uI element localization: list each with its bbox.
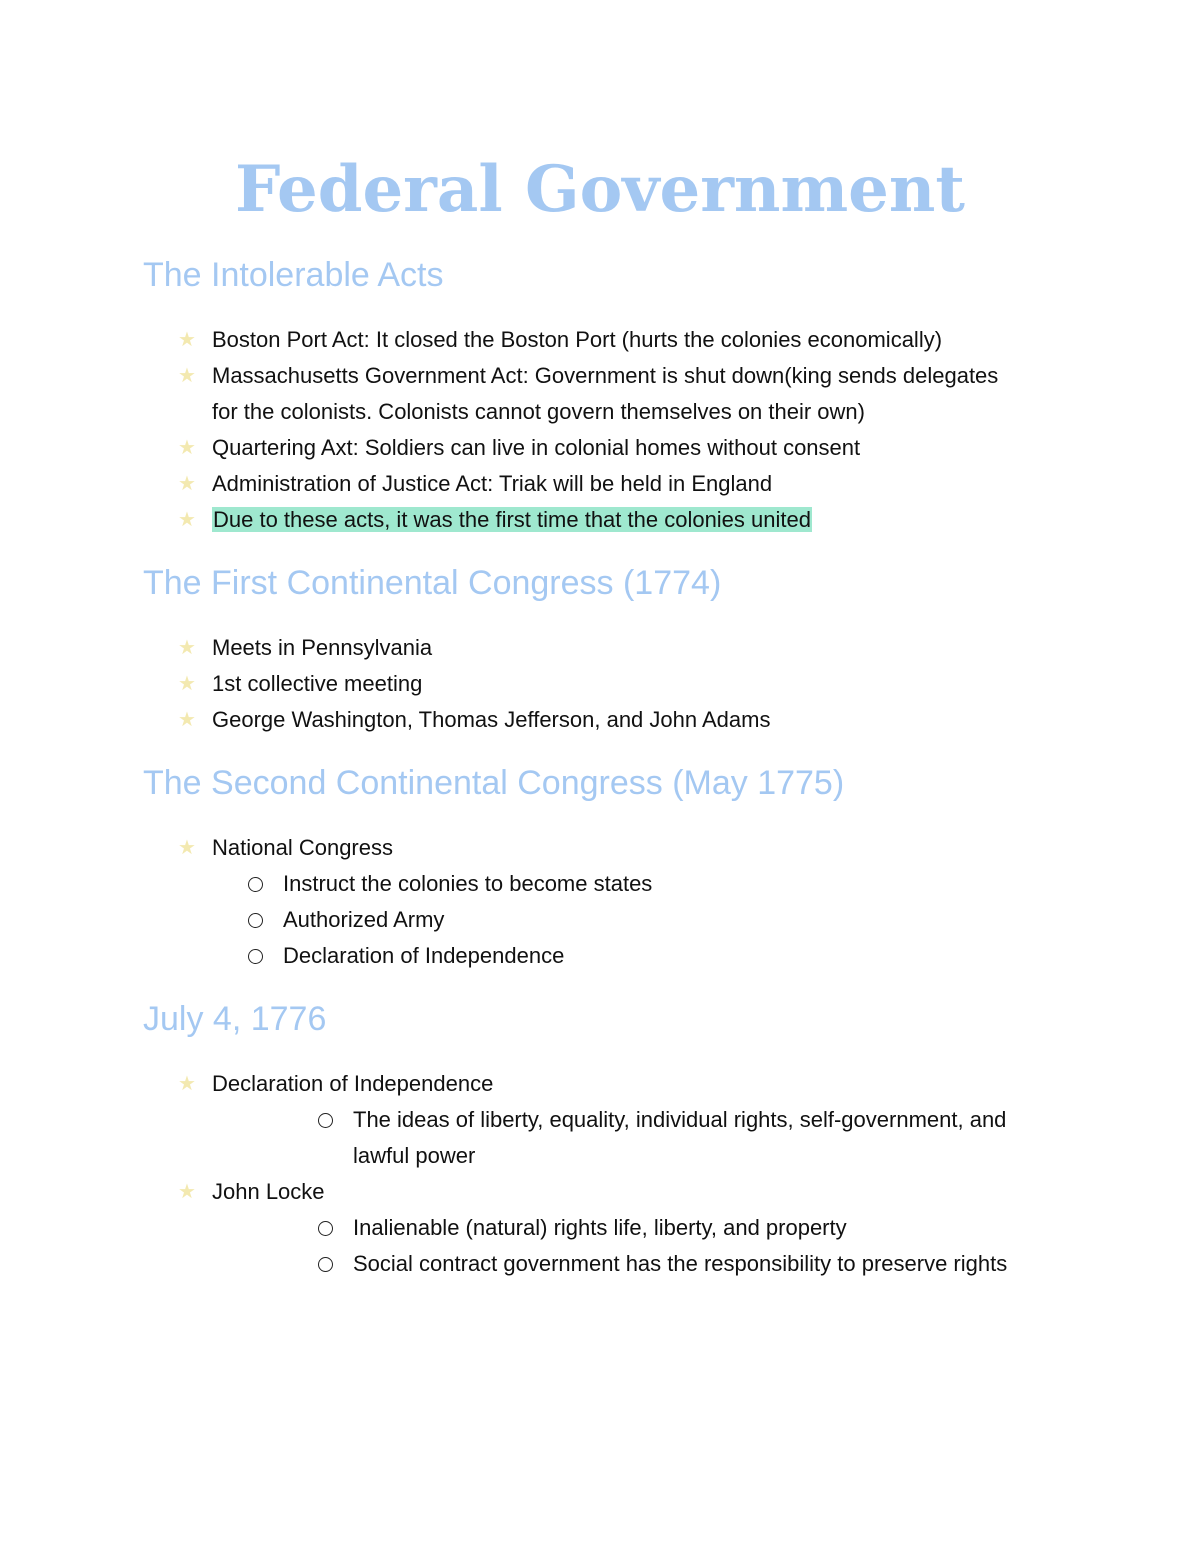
list-item-text: National Congress [212,835,393,860]
list-item-text: Meets in Pennsylvania [212,635,433,660]
list-item-text: Massachusetts Government Act: Government is shut down(king sends delegates [212,363,999,388]
hollow-circle-icon [248,949,263,964]
star-icon: ★ [178,365,196,387]
list-item [178,830,652,866]
star-icon: ★ [178,473,196,495]
list-item-text: The ideas of liberty, equality, individual rights, self-government, and [353,1107,1007,1132]
heading-intolerable-acts: The Intolerable Acts [143,256,444,294]
list-second-continental-congress [0,830,652,974]
star-icon: ★ [178,1181,196,1203]
list-item-text: Quartering Axt: Soldiers can live in colonial homes without consent [212,435,861,460]
sub-list-item [283,902,652,938]
sub-list-item [283,938,652,974]
star-icon: ★ [178,437,196,459]
list-first-continental-congress [0,630,770,738]
list-item-text: George Washington, Thomas Jefferson, and John Adams [212,707,771,732]
highlighted-text: Due to these acts, it was the first time that the colonies united [213,507,811,532]
list-item-text: Inalienable (natural) rights life, liberty, and property [353,1215,847,1240]
list-july-4-1776 [0,1066,1007,1282]
list-item [178,702,771,738]
star-icon: ★ [178,637,196,659]
hollow-circle-icon [318,1257,333,1272]
star-icon: ★ [178,1073,196,1095]
list-item [178,358,999,394]
star-icon: ★ [178,509,196,531]
list-item-text: Social contract government has the responsibility to preserve rights [353,1251,1008,1276]
sub-list-item [353,1102,1007,1138]
list-item-text: lawful power [353,1143,476,1168]
list-item-text: Declaration of Independence [283,943,565,968]
list-item [178,1174,1007,1210]
star-icon: ★ [178,673,196,695]
list-item-text: Instruct the colonies to become states [283,871,653,896]
list-item [178,1066,1007,1102]
heading-july-4-1776: July 4, 1776 [143,1000,327,1038]
document-title: Federal Government [235,152,965,227]
list-item [178,430,998,466]
hollow-circle-icon [248,913,263,928]
list-item [178,630,770,666]
heading-second-continental-congress: The Second Continental Congress (May 1775) [143,764,845,802]
star-icon: ★ [178,329,196,351]
list-item [178,502,998,538]
list-item-text: Declaration of Independence [212,1071,494,1096]
sub-list-item-continuation [353,1138,1007,1174]
list-item-text: Boston Port Act: It closed the Boston Port (hurts the colonies economically) [212,327,943,352]
hollow-circle-icon [318,1113,333,1128]
sub-list-item [353,1246,1007,1282]
list-item [178,466,998,502]
list-item-text: for the colonists. Colonists cannot govern themselves on their own) [212,399,865,424]
list-intolerable-acts [0,322,998,538]
hollow-circle-icon [248,877,263,892]
list-item-text: Administration of Justice Act: Triak will be held in England [212,471,773,496]
list-item-text: Authorized Army [283,907,445,932]
list-item [178,666,770,702]
list-item-text: 1st collective meeting [212,671,423,696]
heading-first-continental-congress: The First Continental Congress (1774) [143,564,722,602]
sub-list-item [283,866,652,902]
sub-list-item [353,1210,1007,1246]
list-item-text: John Locke [212,1179,325,1204]
hollow-circle-icon [318,1221,333,1236]
list-item [178,322,998,358]
star-icon: ★ [178,709,196,731]
star-icon: ★ [178,837,196,859]
list-item-continuation [212,394,998,430]
